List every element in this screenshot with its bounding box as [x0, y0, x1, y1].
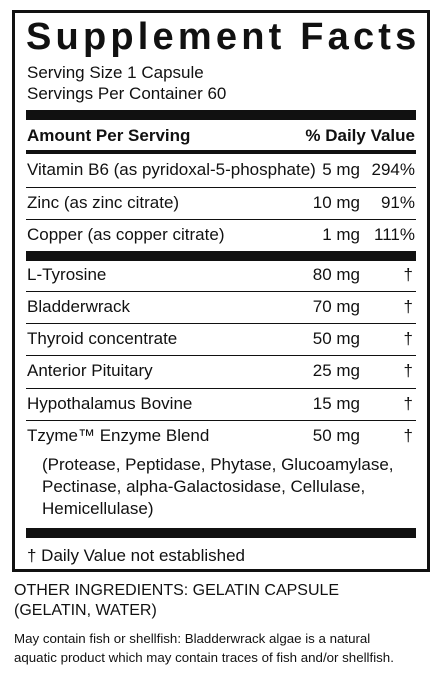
row-divider [26, 323, 416, 324]
ingredient-row [27, 297, 415, 317]
supplement-facts-panel [12, 10, 430, 572]
ingredient-amount: 80 mg [312, 265, 360, 284]
enzyme-blend-components [42, 454, 402, 520]
header-dv: % Daily Value [305, 126, 415, 145]
warning-line: May contain fish or shellfish: Bladderwrack algae is a natural [14, 631, 371, 646]
nutrient-row [27, 225, 415, 245]
nutrient-amount: 1 mg [322, 225, 360, 244]
other-ingredients-line: OTHER INGREDIENTS: GELATIN CAPSULE [14, 582, 340, 599]
allergen-warning [14, 629, 446, 667]
nutrient-name: Zinc (as zinc citrate) [27, 193, 180, 212]
ingredient-amount: 70 mg [312, 297, 360, 316]
nutrient-dv: 91% [380, 193, 415, 212]
nutrient-dv: 294% [371, 160, 415, 179]
row-divider [26, 420, 416, 421]
ingredient-amount: 25 mg [312, 361, 360, 380]
nutrient-row [27, 160, 415, 180]
blend-line: Hemicellulase) [42, 499, 154, 518]
row-divider [26, 219, 416, 220]
dagger-mark: † [403, 394, 413, 413]
daily-value-footnote: † Daily Value not established [27, 546, 245, 565]
thick-divider-bottom [26, 528, 416, 538]
dagger-mark: † [403, 297, 413, 316]
blend-line: Pectinase, alpha-Galactosidase, Cellulase, [42, 477, 366, 496]
servings-per-container: Servings Per Container 60 [27, 84, 227, 103]
warning-line: aquatic product which may contain traces of fish and/or shellfish. [14, 650, 394, 665]
nutrient-amount: 5 mg [322, 160, 360, 179]
ingredient-name: Anterior Pituitary [27, 361, 153, 380]
serving-size: Serving Size 1 Capsule [27, 63, 204, 82]
ingredient-name: Bladderwrack [27, 297, 130, 316]
dagger-mark: † [403, 329, 413, 348]
blend-line: (Protease, Peptidase, Phytase, Glucoamylase, [42, 455, 394, 474]
ingredient-name: Thyroid concentrate [27, 329, 178, 348]
row-divider [26, 388, 416, 389]
nutrient-name: Copper (as copper citrate) [27, 225, 225, 244]
ingredient-amount: 50 mg [312, 426, 360, 445]
dagger-mark: † [403, 361, 413, 380]
ingredient-amount: 15 mg [312, 394, 360, 413]
dagger-mark: † [403, 426, 413, 445]
ingredient-name: L-Tyrosine [27, 265, 107, 284]
thick-divider-middle [26, 251, 416, 261]
nutrient-dv: 111% [374, 225, 415, 244]
ingredient-name: Tzyme™ Enzyme Blend [27, 426, 210, 445]
thick-divider-top [26, 110, 416, 120]
nutrient-row [27, 193, 415, 213]
other-ingredients [14, 581, 434, 621]
panel-title: Supplement Facts [26, 16, 421, 58]
medium-divider [26, 150, 416, 154]
header-amount: Amount Per Serving [27, 126, 191, 145]
ingredient-row [27, 329, 415, 349]
ingredient-row [27, 361, 415, 381]
ingredient-row [27, 265, 415, 285]
row-divider [26, 355, 416, 356]
nutrient-amount: 10 mg [312, 193, 360, 212]
ingredient-row [27, 426, 415, 446]
other-ingredients-line: (GELATIN, WATER) [14, 602, 157, 619]
ingredient-amount: 50 mg [312, 329, 360, 348]
row-divider [26, 187, 416, 188]
ingredient-row [27, 394, 415, 414]
row-divider [26, 291, 416, 292]
nutrient-name: Vitamin B6 (as pyridoxal-5-phosphate) [27, 160, 316, 179]
ingredient-name: Hypothalamus Bovine [27, 394, 193, 413]
dagger-mark: † [403, 265, 413, 284]
